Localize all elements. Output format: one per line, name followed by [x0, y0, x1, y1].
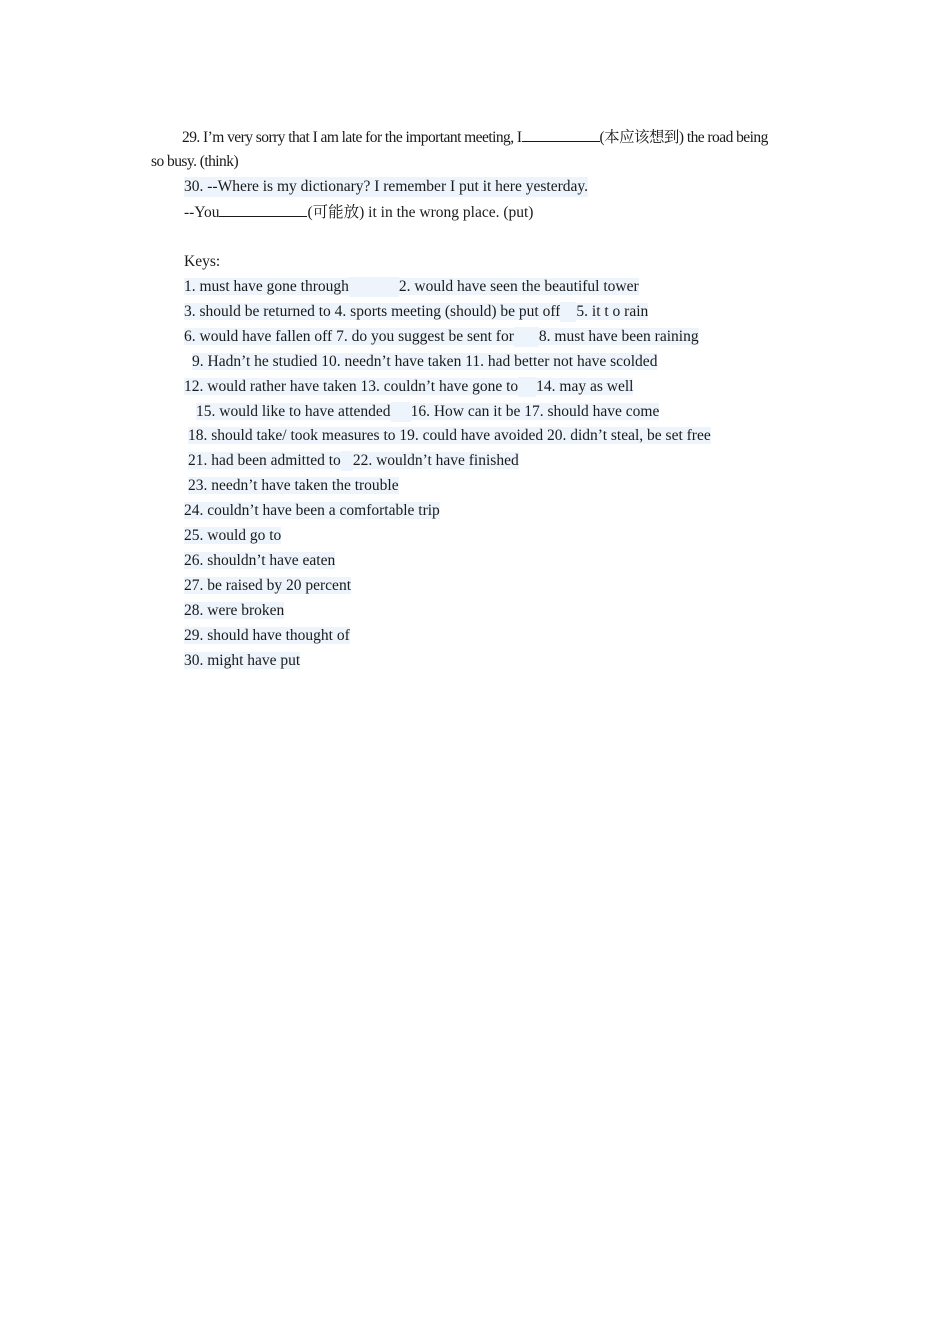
key-answer-text: 2. would have seen the beautiful tower — [398, 278, 639, 295]
key-line — [184, 626, 350, 646]
question-30-line-1 — [184, 177, 588, 197]
key-answer-text: 29. should have thought of — [184, 626, 350, 644]
key-answer-text: 22. wouldn’t have finished — [352, 452, 519, 470]
key-line — [184, 601, 284, 621]
key-answer-text: 6. would have fallen off 7. do you suggest be sent for — [184, 327, 514, 345]
key-answer-text: 5. it t o rain — [576, 302, 649, 320]
question-30-blank — [219, 202, 307, 217]
key-spacer — [518, 377, 536, 397]
key-answer-text: 24. couldn’t have been a comfortable trip — [184, 502, 440, 520]
key-answer-text: 1. must have gone through — [184, 278, 349, 295]
key-line — [184, 576, 351, 596]
key-answer-text: 14. may as well — [536, 377, 634, 395]
key-answer-text: 27. be raised by 20 percent — [184, 576, 351, 594]
question-29-line-2 — [151, 152, 238, 172]
key-line — [184, 526, 281, 546]
key-line — [184, 377, 633, 397]
question-29-blank — [522, 127, 600, 142]
key-line — [188, 426, 711, 446]
key-answer-text: 12. would rather have taken 13. couldn’t have gone to — [184, 377, 519, 395]
key-answer-text: 16. How can it be 17. should have come — [410, 402, 660, 420]
key-spacer — [349, 277, 399, 297]
key-answer-text: 25. would go to — [184, 527, 282, 544]
question-30-line-2 — [184, 202, 533, 223]
key-line — [192, 352, 657, 372]
key-answer-text: 28. were broken — [184, 601, 285, 619]
key-spacer — [341, 451, 353, 471]
key-line — [184, 501, 440, 521]
key-line — [188, 451, 519, 471]
question-30-prefix: --You — [184, 204, 220, 221]
key-answer-text: 21. had been admitted to — [188, 452, 341, 470]
key-answer-text: 3. should be returned to 4. sports meeting (should) be put off — [184, 302, 561, 320]
question-29-continuation: so busy. (think) — [151, 153, 239, 170]
key-line — [188, 476, 399, 496]
key-line — [184, 551, 335, 571]
key-spacer — [514, 327, 539, 347]
question-30-suffix: it in the wrong place. (put) — [364, 204, 534, 221]
question-29-line-1 — [182, 127, 768, 148]
key-line — [184, 302, 648, 322]
key-answer-text: 9. Hadn’t he studied 10. needn’t have taken 11. had better not have scolded — [192, 352, 658, 370]
question-30-prompt: 30. --Where is my dictionary? I remember I put it here yesterday. — [184, 178, 588, 195]
key-line — [184, 327, 699, 347]
key-line — [184, 651, 300, 671]
key-spacer — [391, 402, 411, 422]
question-30-hint: (可能放) — [307, 204, 365, 221]
key-answer-text: 30. might have put — [184, 651, 301, 669]
key-answer-text: 26. shouldn’t have eaten — [184, 551, 336, 569]
question-29-hint: (本应该想到) — [599, 129, 684, 146]
key-spacer — [560, 302, 576, 322]
key-answer-text: 23. needn’t have taken the trouble — [188, 477, 399, 495]
key-answer-text: 8. must have been raining — [538, 327, 699, 345]
key-answer-text: 18. should take/ took measures to 19. could have avoided 20. didn’t steal, be set free — [188, 427, 711, 445]
key-answer-text: 15. would like to have attended — [196, 402, 391, 420]
key-line — [196, 402, 659, 422]
question-29-suffix: the road being — [683, 129, 768, 146]
keys-title: Keys: — [184, 253, 221, 270]
key-line — [184, 277, 639, 297]
question-29-prefix: 29. I’m very sorry that I am late for the important meeting, I — [182, 129, 522, 146]
